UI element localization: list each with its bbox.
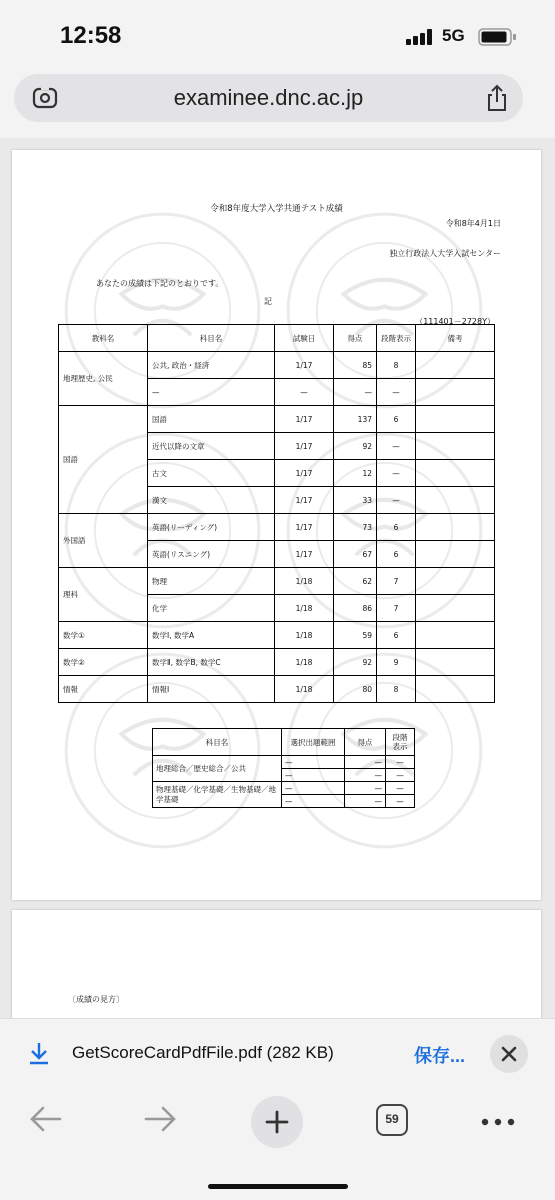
remarks-cell: [416, 676, 495, 703]
opt-row: [153, 782, 415, 795]
subject-name: 英語(リーディング): [148, 514, 275, 541]
score-value: 137: [334, 406, 377, 433]
score-value: 73: [334, 514, 377, 541]
level-value: —: [377, 379, 416, 406]
opt-header-dankai: 段階表示: [386, 729, 415, 756]
score-table: [58, 324, 495, 703]
opt-level: —: [386, 756, 415, 769]
remarks-cell: [416, 514, 495, 541]
opt-score: —: [345, 782, 386, 795]
subject-name: 古文: [148, 460, 275, 487]
download-icon: [28, 1041, 50, 1065]
url-text[interactable]: examinee.dnc.ac.jp: [173, 85, 364, 110]
header-dankai: 段階表示: [377, 325, 416, 352]
score-value: 92: [334, 649, 377, 676]
remarks-cell: [416, 595, 495, 622]
optional-subject-table: [152, 728, 415, 808]
group-name: 数学②: [59, 649, 148, 676]
battery-icon: [478, 28, 518, 46]
opt-range: —: [282, 795, 345, 808]
exam-date: 1/18: [275, 622, 334, 649]
tab-switcher-button[interactable]: 59: [376, 1104, 408, 1136]
exam-date: 1/18: [275, 676, 334, 703]
subject-name: 英語(リスニング): [148, 541, 275, 568]
level-value: 6: [377, 406, 416, 433]
group-name: 国語: [59, 406, 148, 514]
group-name: 外国語: [59, 514, 148, 568]
table-row: [59, 622, 495, 649]
group-name: 情報: [59, 676, 148, 703]
signal-icon: [406, 29, 434, 45]
remarks-cell: [416, 433, 495, 460]
exam-date: 1/17: [275, 433, 334, 460]
header-kamoku: 科目名: [148, 325, 275, 352]
pdf-page-2: [12, 910, 541, 1030]
opt-level: —: [386, 782, 415, 795]
doc-organization: 独立行政法人大学入試センター: [389, 249, 501, 258]
subject-name: 情報Ⅰ: [148, 676, 275, 703]
level-value: 6: [377, 514, 416, 541]
opt-range: —: [282, 769, 345, 782]
more-icon[interactable]: [481, 1118, 515, 1126]
remarks-cell: [416, 460, 495, 487]
bottom-toolbar: [0, 1088, 555, 1200]
doc-title: 令和8年度大学入学共通テスト成績: [210, 204, 343, 214]
level-value: 6: [377, 541, 416, 568]
level-value: —: [377, 433, 416, 460]
subject-name: 国語: [148, 406, 275, 433]
download-filename: GetScoreCardPdfFile.pdf (282 KB): [72, 1043, 334, 1062]
score-value: 92: [334, 433, 377, 460]
subject-name: 化学: [148, 595, 275, 622]
group-name: 数学①: [59, 622, 148, 649]
opt-score: —: [345, 795, 386, 808]
level-value: 7: [377, 568, 416, 595]
header-biko: 備考: [416, 325, 495, 352]
table-row: [59, 676, 495, 703]
header-kyoka: 教科名: [59, 325, 148, 352]
network-type: 5G: [442, 26, 465, 45]
opt-range: —: [282, 782, 345, 795]
opt-score: —: [345, 756, 386, 769]
score-value: 80: [334, 676, 377, 703]
score-value: 12: [334, 460, 377, 487]
doc-date: 令和8年4月1日: [445, 219, 501, 228]
level-value: 9: [377, 649, 416, 676]
share-icon[interactable]: [485, 84, 509, 112]
score-value: 86: [334, 595, 377, 622]
score-value: 33: [334, 487, 377, 514]
exam-date: 1/17: [275, 487, 334, 514]
level-value: 8: [377, 676, 416, 703]
pdf-page-1: [12, 150, 541, 900]
close-download-button[interactable]: [490, 1035, 528, 1073]
doc-intro: あなたの成績は下記のとおりです。: [96, 279, 224, 288]
level-value: —: [377, 487, 416, 514]
group-name: 理科: [59, 568, 148, 622]
score-value: 59: [334, 622, 377, 649]
exam-date: 1/17: [275, 541, 334, 568]
opt-row: [153, 756, 415, 769]
opt-header-row: [153, 729, 415, 756]
remarks-cell: [416, 568, 495, 595]
remarks-cell: [416, 352, 495, 379]
doc-ki: 記: [264, 297, 272, 306]
subject-name: 物理: [148, 568, 275, 595]
subject-name: 数学Ⅱ, 数学B, 数学C: [148, 649, 275, 676]
exam-date: 1/18: [275, 568, 334, 595]
home-indicator[interactable]: [208, 1184, 348, 1189]
exam-date: —: [275, 379, 334, 406]
status-time: 12:58: [60, 22, 122, 49]
score-value: 62: [334, 568, 377, 595]
opt-name: 物理基礎／化学基礎／生物基礎／地学基礎: [153, 782, 282, 808]
table-row: [59, 352, 495, 379]
score-value: —: [334, 379, 377, 406]
table-row: [59, 649, 495, 676]
remarks-cell: [416, 487, 495, 514]
table-row: [59, 568, 495, 595]
subject-name: 漢文: [148, 487, 275, 514]
opt-level: —: [386, 769, 415, 782]
subject-name: 公共, 政治・経済: [148, 352, 275, 379]
remarks-cell: [416, 406, 495, 433]
exam-date: 1/17: [275, 352, 334, 379]
subject-name: 数学Ⅰ, 数学A: [148, 622, 275, 649]
header-date: 試験日: [275, 325, 334, 352]
level-value: 7: [377, 595, 416, 622]
remarks-cell: [416, 622, 495, 649]
new-tab-button[interactable]: [251, 1096, 303, 1148]
exam-date: 1/17: [275, 514, 334, 541]
pdf-viewer[interactable]: [0, 138, 555, 1018]
page2-heading: 〔成績の見方〕: [68, 995, 124, 1004]
opt-header-score: 得点: [345, 729, 386, 756]
remarks-cell: [416, 541, 495, 568]
forward-arrow-icon[interactable]: [144, 1104, 178, 1134]
level-value: 6: [377, 622, 416, 649]
header-score: 得点: [334, 325, 377, 352]
exam-date: 1/18: [275, 649, 334, 676]
opt-header-kamoku: 科目名: [153, 729, 282, 756]
back-arrow-icon[interactable]: [28, 1104, 62, 1134]
plus-icon: [265, 1110, 289, 1134]
close-icon: [501, 1046, 517, 1062]
remarks-cell: [416, 649, 495, 676]
save-button[interactable]: 保存...: [414, 1046, 466, 1066]
download-bar: [0, 1018, 555, 1089]
table-header-row: [59, 325, 495, 352]
opt-level: —: [386, 795, 415, 808]
subject-name: —: [148, 379, 275, 406]
opt-range: —: [282, 756, 345, 769]
exam-date: 1/17: [275, 406, 334, 433]
table-row: [59, 406, 495, 433]
table-row: [59, 514, 495, 541]
remarks-cell: [416, 379, 495, 406]
level-value: 8: [377, 352, 416, 379]
opt-name: 地理総合／歴史総合／公共: [153, 756, 282, 782]
group-name: 地理歴史, 公民: [59, 352, 148, 406]
doc-code: （111401－2728Y）: [415, 317, 495, 326]
address-bar[interactable]: [14, 74, 523, 122]
level-value: —: [377, 460, 416, 487]
opt-header-range: 選択出題範囲: [282, 729, 345, 756]
subject-name: 近代以降の文章: [148, 433, 275, 460]
score-value: 67: [334, 541, 377, 568]
exam-date: 1/18: [275, 595, 334, 622]
exam-date: 1/17: [275, 460, 334, 487]
opt-score: —: [345, 769, 386, 782]
score-value: 85: [334, 352, 377, 379]
status-bar: [0, 0, 555, 70]
